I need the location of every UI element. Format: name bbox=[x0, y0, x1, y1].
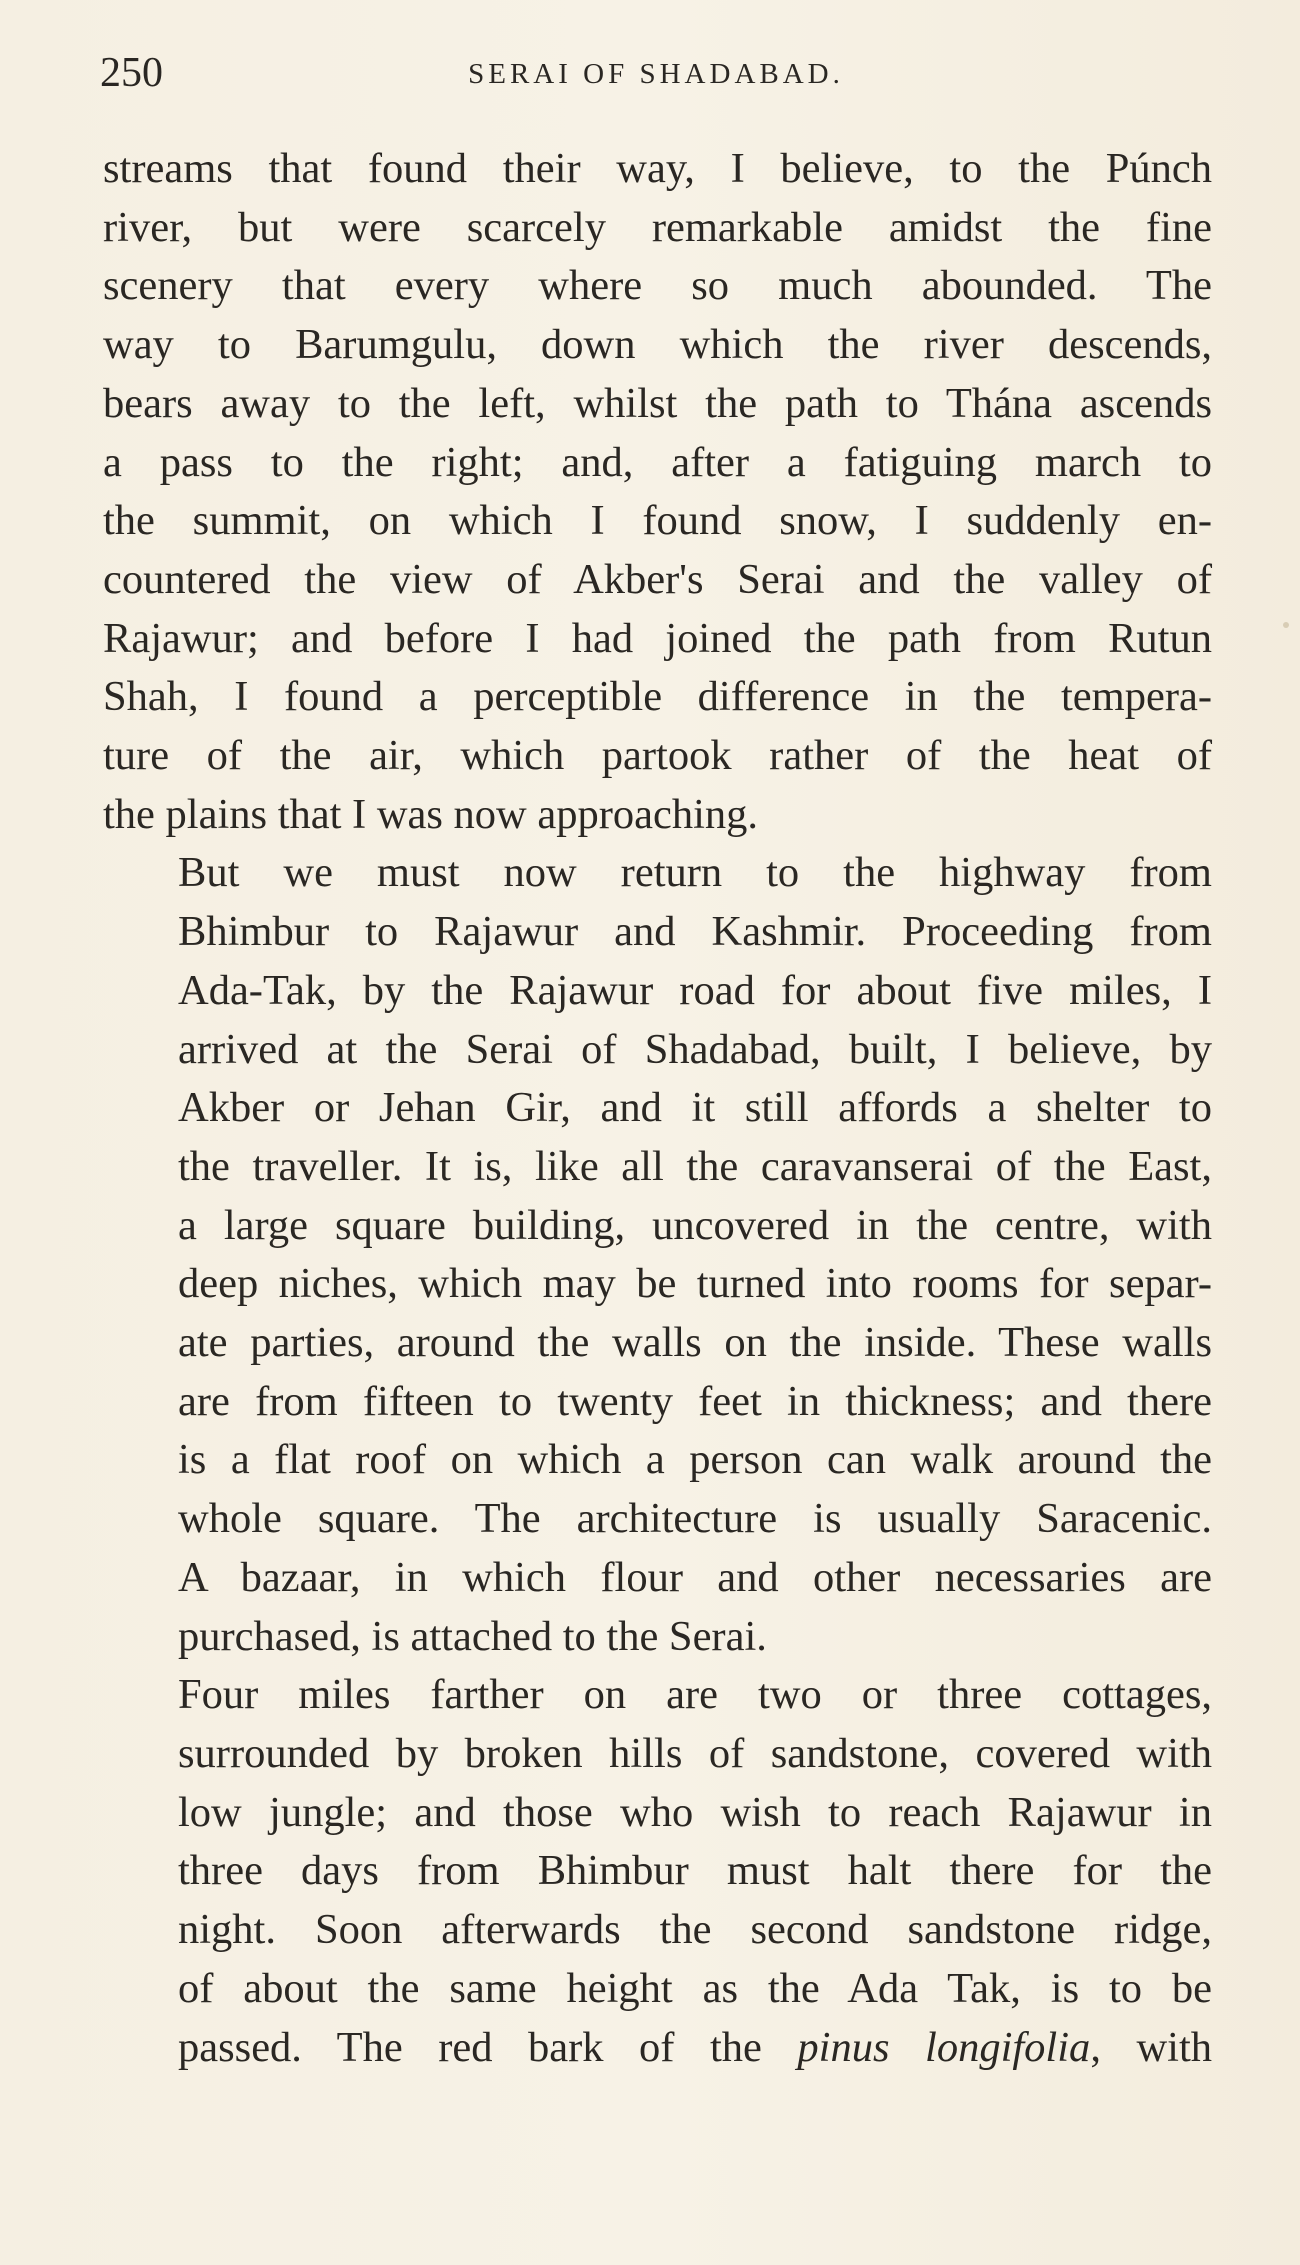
text-line: Bhimbur to Rajawur and Kashmir. Proceeding from bbox=[178, 908, 1212, 956]
running-title: SERAI OF SHADABAD. bbox=[468, 58, 844, 90]
italic-text: pinus longifolia bbox=[797, 2023, 1091, 2071]
text-line: deep niches, which may be turned into rooms for separ- bbox=[178, 1260, 1212, 1308]
text-line: Rajawur; and before I had joined the path from Rutun bbox=[103, 614, 1212, 662]
text-line: is a flat roof on which a person can walk around the bbox=[178, 1436, 1212, 1484]
text-line: the summit, on which I found snow, I suddenly en- bbox=[103, 497, 1212, 545]
text-run: passed. The red bark of the bbox=[178, 2023, 798, 2071]
text-line: night. Soon afterwards the second sandstone ridge, bbox=[178, 1906, 1212, 1954]
text-line: purchased, is attached to the Serai. bbox=[178, 1612, 767, 1660]
text-line: surrounded by broken hills of sandstone, covered with bbox=[178, 1729, 1212, 1777]
text-line: A bazaar, in which flour and other necessaries are bbox=[178, 1553, 1212, 1601]
text-line: streams that found their way, I believe, to the Púnch bbox=[103, 145, 1212, 192]
text-line: of about the same height as the Ada Tak, is to be bbox=[178, 1964, 1212, 2012]
page-number: 250 bbox=[100, 50, 163, 96]
paragraph bbox=[103, 844, 1212, 1666]
text-line: three days from Bhimbur must halt there for the bbox=[178, 1847, 1212, 1895]
text-line: Ada-Tak, by the Rajawur road for about five miles, I bbox=[178, 966, 1212, 1014]
text-line: a pass to the right; and, after a fatiguing march to bbox=[103, 438, 1212, 486]
text-line: ate parties, around the walls on the inside. These walls bbox=[178, 1319, 1212, 1367]
text-line: bears away to the left, whilst the path to Thána ascends bbox=[103, 379, 1212, 427]
text-line: the traveller. It is, like all the caravanserai of the East, bbox=[178, 1142, 1212, 1190]
paragraph bbox=[103, 1666, 1212, 2077]
text-line: river, but were scarcely remarkable amidst the fine bbox=[103, 203, 1212, 251]
text-line: countered the view of Akber's Serai and the valley of bbox=[103, 555, 1212, 603]
text-line: Four miles farther on are two or three cottages, bbox=[178, 1671, 1212, 1719]
text-line: But we must now return to the highway from bbox=[178, 849, 1212, 897]
text-line: way to Barumgulu, down which the river descends, bbox=[103, 321, 1212, 369]
text-line: the plains that I was now approaching. bbox=[103, 790, 759, 838]
paragraph bbox=[103, 140, 1212, 844]
text-line: a large square building, uncovered in the centre, with bbox=[178, 1201, 1212, 1249]
text-line: whole square. The architecture is usually Saracenic. bbox=[178, 1495, 1212, 1543]
text-line: arrived at the Serai of Shadabad, built, I believe, by bbox=[178, 1025, 1212, 1073]
text-line bbox=[103, 2019, 1212, 2078]
text-line: low jungle; and those who wish to reach Rajawur in bbox=[178, 1788, 1212, 1836]
paper-speck bbox=[1283, 622, 1289, 628]
running-head bbox=[100, 48, 1212, 98]
text-line: scenery that every where so much abounded. The bbox=[103, 262, 1212, 310]
text-line: Shah, I found a perceptible difference in the tempera- bbox=[103, 673, 1212, 721]
text-line: are from fifteen to twenty feet in thickness; and there bbox=[178, 1377, 1212, 1425]
body-text bbox=[103, 140, 1212, 2077]
text-line: Akber or Jehan Gir, and it still affords a shelter to bbox=[178, 1084, 1212, 1132]
text-line: ture of the air, which partook rather of the heat of bbox=[103, 732, 1212, 780]
text-run: , with bbox=[1090, 2023, 1213, 2071]
